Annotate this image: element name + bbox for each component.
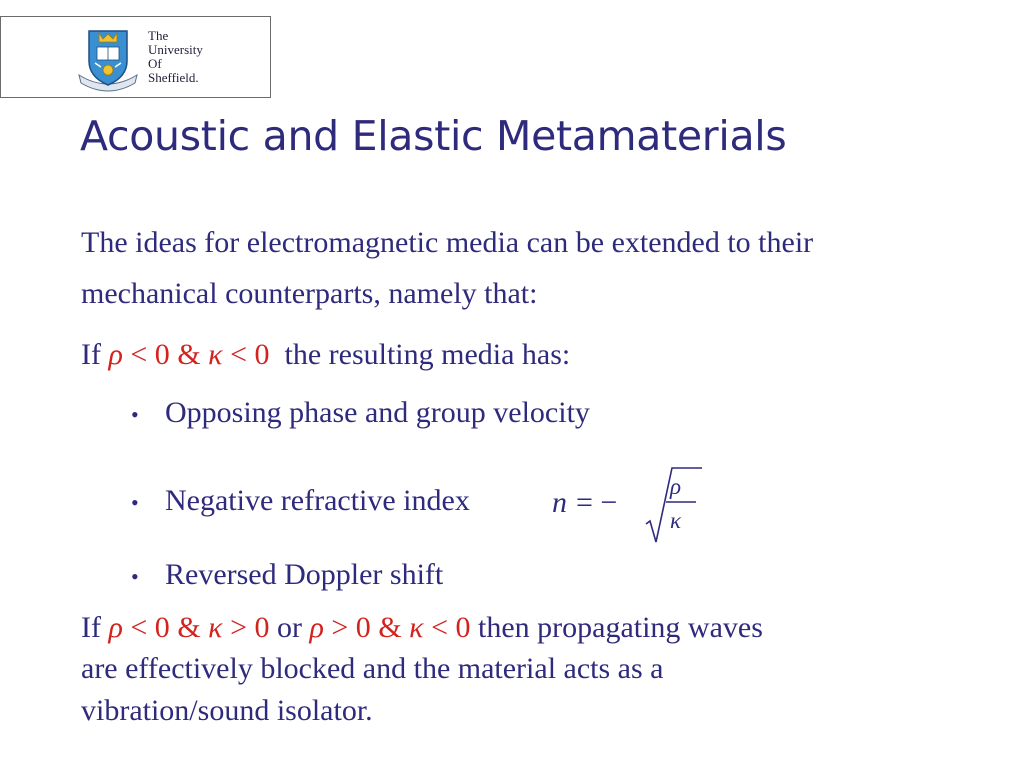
condition-2-line-3: vibration/sound isolator. [81,694,373,727]
kappa-symbol: κ [208,338,223,371]
or-word: or [276,611,302,644]
condition-1-suffix: the resulting media has: [284,338,571,371]
condition-2-line-2: are effectively blocked and the material acts as a [81,652,664,685]
rho-symbol: ρ [108,338,123,371]
university-name [148,29,203,85]
condition-2-math-a [108,611,269,644]
bullet-item [131,484,470,518]
gt-zero: > 0 [331,611,371,644]
lt-zero: < 0 [130,338,170,371]
formula-lhs: n [552,486,567,519]
logo-line-the: The [148,28,169,43]
intro-line-1: The ideas for electromagnetic media can be extended to their [81,226,814,259]
lt-zero: < 0 [130,611,170,644]
university-logo [0,16,271,98]
ampersand: & [177,338,201,371]
bullet-dot-icon: • [131,402,139,428]
slide-title: Acoustic and Elastic Metamaterials [80,112,787,160]
ampersand: & [378,611,402,644]
kappa-symbol: κ [208,611,223,644]
condition-2 [81,611,763,645]
bullet-dot-icon: • [131,564,139,590]
logo-line-university: University [148,42,203,57]
gt-zero: > 0 [230,611,270,644]
logo-line-of: Of [148,56,162,71]
condition-2-prefix: If [81,611,101,644]
lt-zero: < 0 [230,338,270,371]
bullet-dot-icon: • [131,490,139,516]
formula-numerator: ρ [670,474,682,499]
condition-1-prefix: If [81,338,101,371]
university-crest-icon [77,27,139,93]
ampersand: & [177,611,201,644]
lt-zero: < 0 [431,611,471,644]
refractive-index-formula [552,466,702,546]
formula-operator: = − [576,486,618,519]
rho-symbol: ρ [108,611,123,644]
bullet-text: Reversed Doppler shift [165,558,444,591]
kappa-symbol: κ [409,611,424,644]
bullet-text: Opposing phase and group velocity [165,396,590,429]
condition-1 [81,338,570,372]
rho-symbol: ρ [309,611,324,644]
logo-line-sheffield: Sheffield. [148,70,199,85]
condition-2-math-b [309,611,470,644]
condition-2-suffix: then propagating waves [477,611,763,644]
bullet-item [131,396,590,430]
formula-denominator: κ [670,508,682,533]
bullet-item [131,558,443,592]
condition-1-math [108,338,269,371]
intro-line-2: mechanical counterparts, namely that: [81,277,538,310]
bullet-text: Negative refractive index [165,484,470,517]
